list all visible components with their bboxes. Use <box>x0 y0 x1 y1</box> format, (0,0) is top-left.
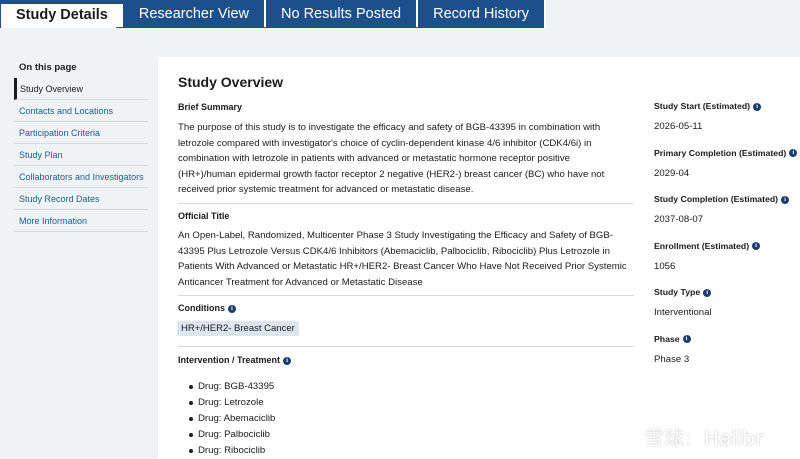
intervention-item: Drug: Ribociclib <box>189 443 275 459</box>
nav-item-study-record-dates[interactable]: Study Record Dates <box>14 188 148 210</box>
fact-value: Phase 3 <box>654 353 690 365</box>
fact-label: Study Completion (Estimated) <box>654 194 779 204</box>
fact-value: 1056 <box>654 260 676 272</box>
fact-label: Phase <box>654 333 680 344</box>
info-icon[interactable]: i <box>789 149 797 157</box>
tab-bar <box>0 0 800 28</box>
official-title-line: Patients With Advanced or Metastatic HR+/HER2- Breast Cancer Who Have Not Received Prior Systemic <box>178 261 627 273</box>
fact-value: 2037-08-07 <box>654 214 704 225</box>
nav-item-study-plan[interactable]: Study Plan <box>14 144 148 166</box>
page-title: Study Overview <box>178 74 284 90</box>
tab-bar-background <box>505 0 800 28</box>
brief-summary-line: (HR+)/human epidermal growth factor receptor 2 negative (HER2-) breast cancer (BC) who have not <box>178 168 605 180</box>
tab-study-details[interactable]: Study Details <box>0 0 124 28</box>
divider <box>178 346 634 347</box>
fact-label: Study Start (Estimated) <box>654 101 751 111</box>
info-icon[interactable]: i <box>753 103 761 111</box>
divider <box>178 295 634 296</box>
official-title-text <box>178 228 640 290</box>
fact-label: Study Type <box>654 287 701 297</box>
intervention-item: Drug: Palbociclib <box>189 427 275 443</box>
info-icon[interactable]: i <box>703 289 711 297</box>
nav-heading: On this page <box>19 62 77 73</box>
tab-record-history[interactable]: Record History <box>418 0 546 28</box>
fact-value: 2029-04 <box>654 167 690 179</box>
official-title-line: 43395 Plus Letrozole Versus CDK4/6 Inhibitors (Abemaciclib, Palbociclib, Ribociclib) Plus Letrozole in <box>178 245 610 257</box>
nav-item-more-information[interactable]: More Information <box>14 210 148 232</box>
fact-value: 2026-05-11 <box>654 121 703 132</box>
intervention-item: Drug: Letrozole <box>189 395 275 411</box>
brief-summary-line: letrozole compared with investigator's choice of cyclin-dependent kinase 4/6 inhibitor (CDK4/6i) in <box>178 137 592 149</box>
fact-label: Primary Completion (Estimated) <box>654 147 787 158</box>
fact-label: Enrollment (Estimated) <box>654 240 750 251</box>
on-this-page-nav <box>14 60 148 232</box>
tabs <box>0 0 546 28</box>
study-overview-card <box>158 57 800 459</box>
official-title-label: Official Title <box>178 211 230 221</box>
conditions-label: Conditions <box>178 303 225 313</box>
condition-chip[interactable]: HR+/HER2- Breast Cancer <box>177 321 299 336</box>
fact-study-start <box>654 99 800 146</box>
nav-item-collaborators-and-investigators[interactable]: Collaborators and Investigators <box>14 166 148 188</box>
info-icon[interactable]: i <box>683 335 691 343</box>
watermark <box>614 422 763 450</box>
brief-summary-label: Brief Summary <box>178 102 243 112</box>
conditions-heading <box>178 303 236 313</box>
nav-item-contacts-and-locations[interactable]: Contacts and Locations <box>14 100 148 122</box>
fact-primary-completion <box>654 146 800 193</box>
official-title-line: Anticancer Treatment for Advanced or Metastatic Disease <box>178 276 423 288</box>
study-facts <box>654 99 800 378</box>
nav-item-study-overview[interactable]: Study Overview <box>14 78 148 100</box>
brief-summary-line: combination with letrozole in patients with advanced or metastatic hormone receptor positive <box>178 153 570 165</box>
intervention-item: Drug: Abemaciclib <box>189 411 275 427</box>
intervention-heading <box>178 355 291 365</box>
info-icon[interactable]: i <box>781 196 789 204</box>
divider <box>178 203 634 204</box>
tab-researcher-view[interactable]: Researcher View <box>124 0 266 28</box>
tab-underline <box>116 27 505 28</box>
watermark-text: 雪球：Halibr <box>644 425 764 450</box>
tab-no-results-posted[interactable]: No Results Posted <box>266 0 418 28</box>
brief-summary-line: The purpose of this study is to investigate the efficacy and safety of BGB-43395 in combination with <box>178 122 601 133</box>
intervention-label: Intervention / Treatment <box>178 355 281 365</box>
info-icon[interactable]: i <box>228 305 236 313</box>
brief-summary-line: received prior systemic treatment for advanced or metastatic disease. <box>178 184 474 196</box>
xueqiu-logo-icon <box>614 424 638 448</box>
brief-summary-text <box>178 120 640 198</box>
intervention-list <box>189 379 275 459</box>
info-icon[interactable]: i <box>752 242 760 250</box>
fact-study-completion <box>654 192 800 239</box>
fact-phase <box>654 332 800 379</box>
nav-item-participation-criteria[interactable]: Participation Criteria <box>14 122 148 144</box>
fact-study-type <box>654 285 800 332</box>
info-icon[interactable]: i <box>283 357 291 365</box>
intervention-item: Drug: BGB-43395 <box>189 379 275 395</box>
fact-enrollment <box>654 239 800 286</box>
fact-value: Interventional <box>654 307 712 318</box>
official-title-line: An Open-Label, Randomized, Multicenter Phase 3 Study Investigating the Efficacy and Safety of BGB- <box>178 230 613 241</box>
